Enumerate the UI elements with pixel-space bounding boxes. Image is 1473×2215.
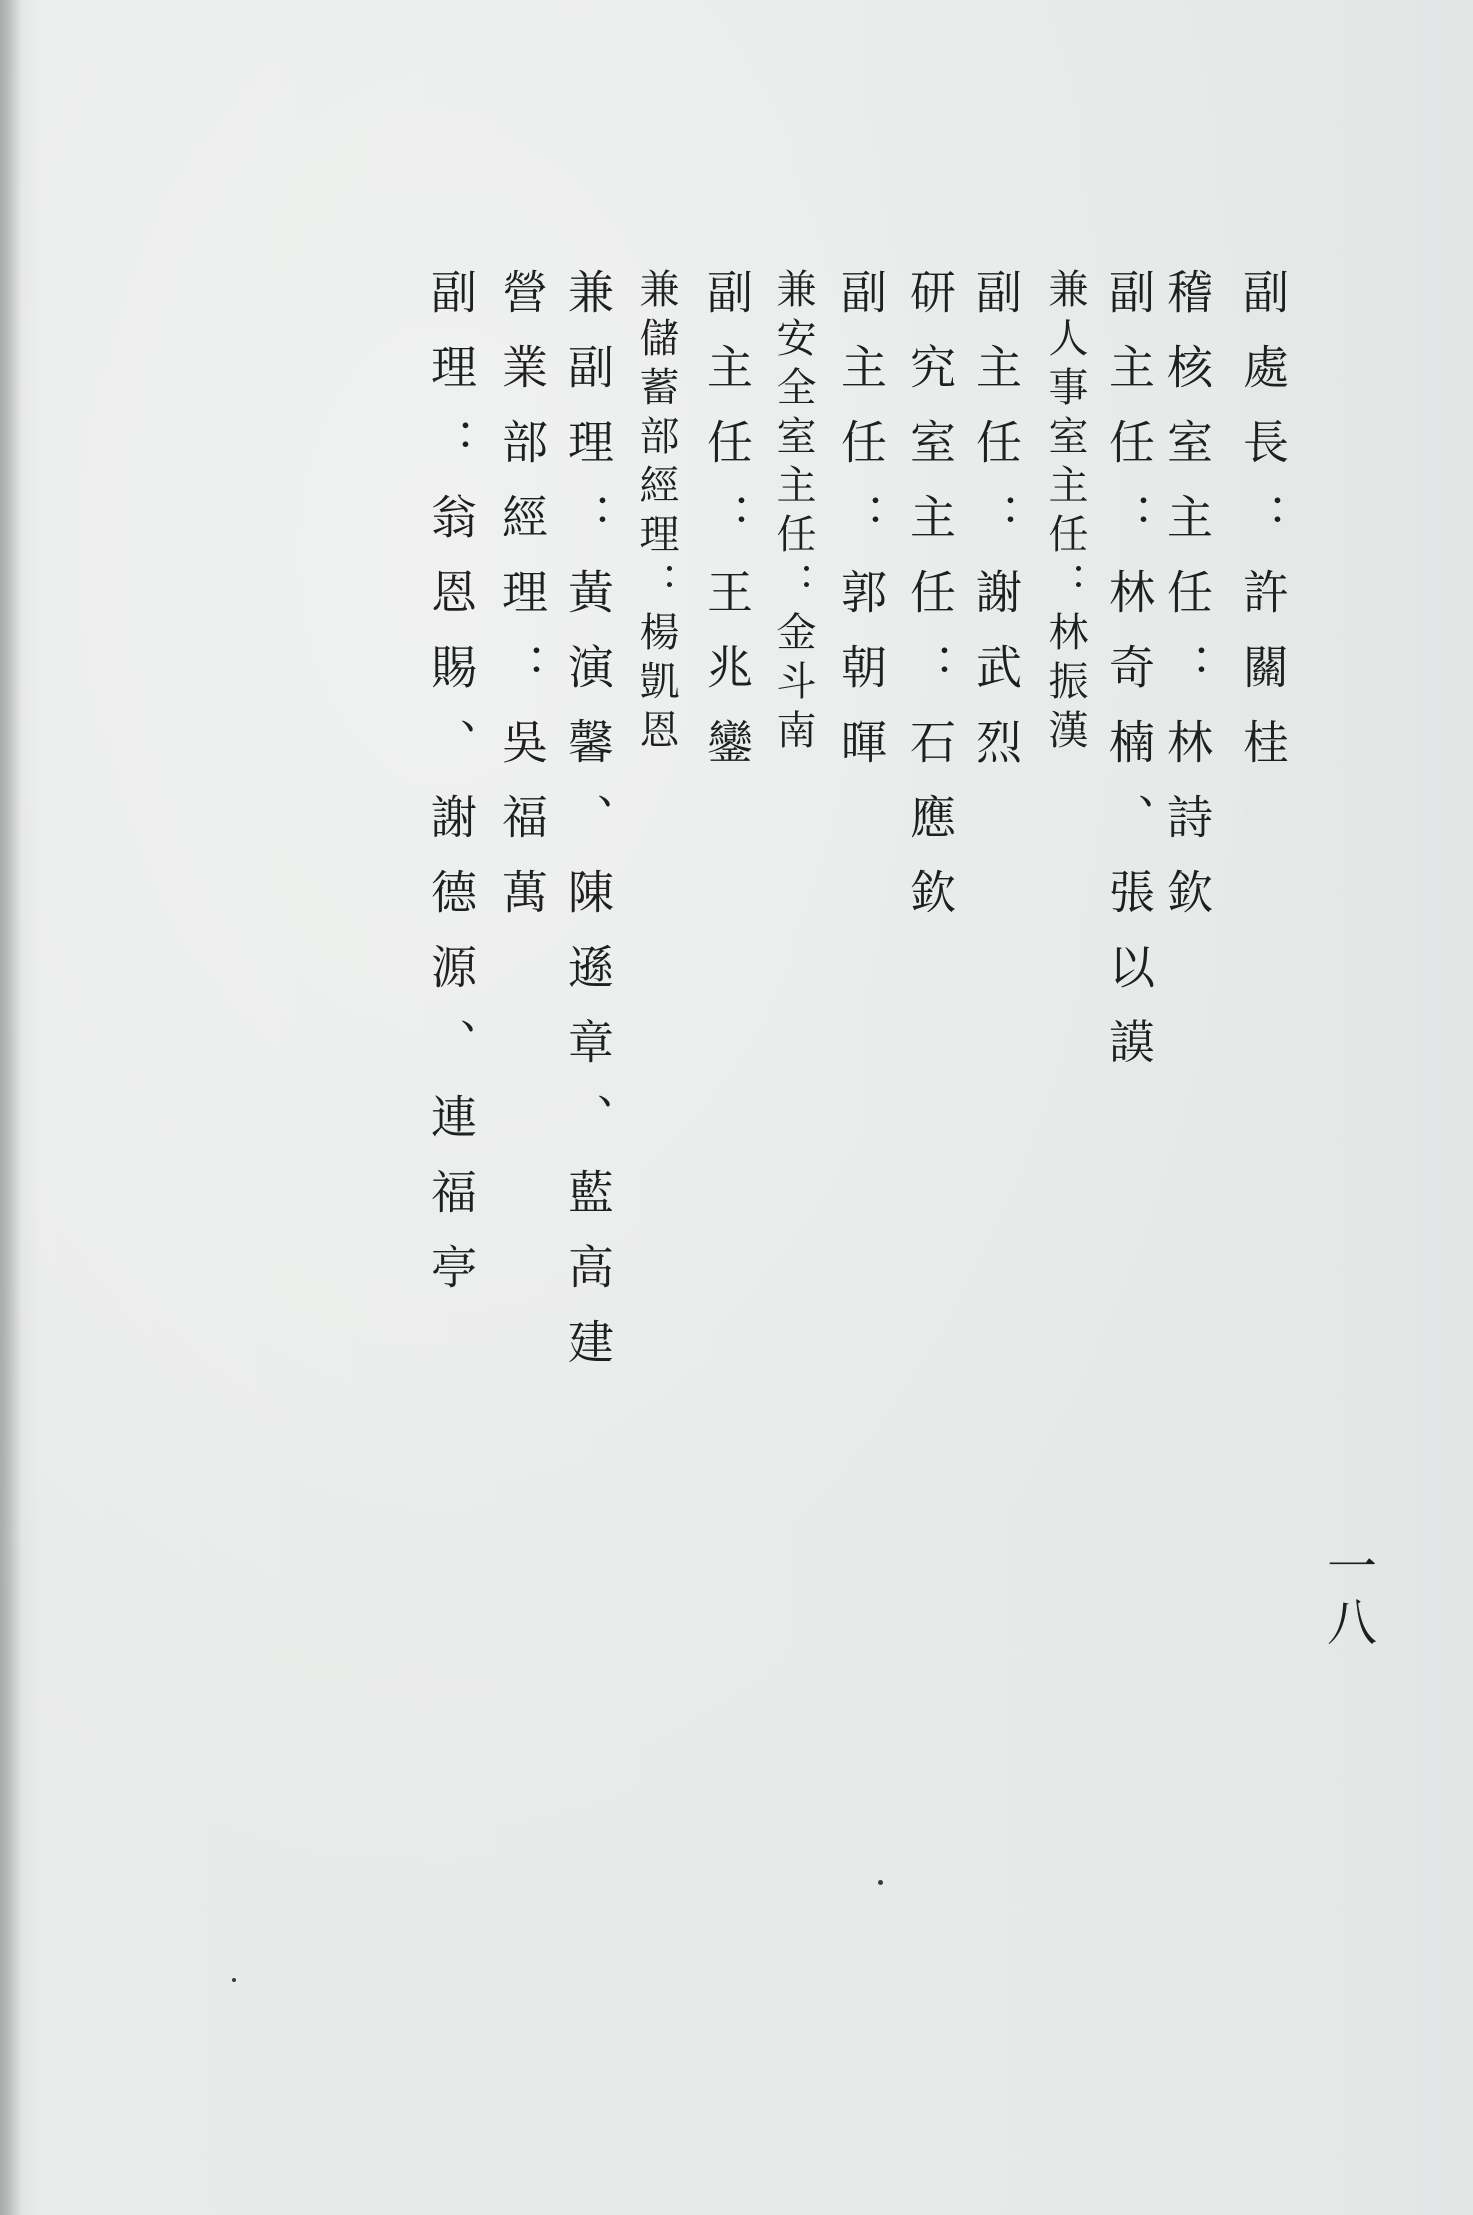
column-text: 營業部經理：吳福萬 <box>495 268 549 943</box>
column-text: 稽核室主任：林詩欽 <box>1160 268 1214 943</box>
text-column-10 <box>621 268 691 758</box>
column-text: 副主任：王兆鑾 <box>700 268 754 793</box>
page-number: 一八 <box>1319 1540 1377 1652</box>
text-column-9 <box>692 268 762 793</box>
text-column-3 <box>1094 268 1164 1093</box>
column-text: 兼儲蓄部經理：楊凱恩 <box>633 268 679 758</box>
text-column-13 <box>416 268 486 1318</box>
column-text: 副理：翁恩賜、謝德源、連福亭 <box>424 268 478 1318</box>
column-text: 副主任：林奇楠、張以謨 <box>1102 268 1156 1093</box>
text-column-7 <box>826 268 896 793</box>
column-text: 副處長：許關桂 <box>1236 268 1290 793</box>
column-text: 兼副理：黃演馨、陳遜章、藍高建 <box>561 268 615 1393</box>
column-text: 研究室主任：石應欽 <box>903 268 957 943</box>
text-column-1 <box>1228 268 1298 793</box>
column-text: 副主任：謝武烈 <box>969 268 1023 793</box>
show-through-mark <box>150 240 210 314</box>
ink-speck <box>878 1880 883 1885</box>
text-column-8 <box>758 268 828 758</box>
text-column-11 <box>553 268 623 1393</box>
column-text: 兼人事室主任：林振漢 <box>1042 268 1088 758</box>
text-column-5 <box>961 268 1031 793</box>
text-column-4 <box>1030 268 1100 758</box>
text-column-12 <box>487 268 557 943</box>
column-text: 副主任：郭朝暉 <box>834 268 888 793</box>
text-column-6 <box>895 268 965 943</box>
page-spine-shadow <box>0 0 22 2215</box>
column-text: 兼安全室主任：金斗南 <box>770 268 816 758</box>
ink-speck <box>232 1978 236 1982</box>
